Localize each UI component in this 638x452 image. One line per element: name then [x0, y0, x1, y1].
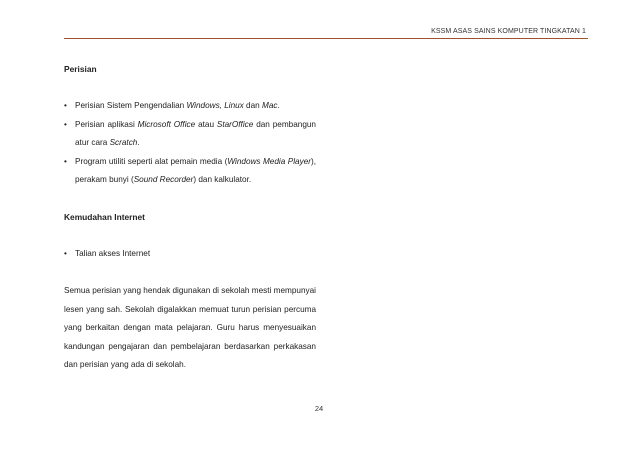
text-run: dan pembangun atur cara — [75, 119, 316, 147]
text-run: . — [137, 138, 140, 147]
text-run: Perisian Sistem Pengendalian — [75, 101, 187, 110]
italic-term: Mac — [262, 101, 278, 110]
italic-term: StarOffice — [216, 119, 254, 129]
italic-term: Scratch — [109, 138, 138, 147]
text-run: dan — [243, 101, 262, 110]
spacer — [64, 264, 316, 283]
running-header: KSSM ASAS SAINS KOMPUTER TINGKATAN 1 — [431, 28, 586, 35]
text-run: ), perakam bunyi ( — [75, 156, 316, 184]
page-body — [64, 60, 316, 375]
section-title-kemudahan-internet: Kemudahan Internet — [64, 212, 145, 222]
text-run: Program utiliti seperti alat pemain media ( — [75, 156, 228, 166]
bullet-marker: • — [64, 101, 67, 110]
italic-term: Microsoft Office — [137, 119, 196, 129]
text-run: Talian akses Internet — [75, 249, 151, 258]
bullet-marker: • — [64, 249, 67, 258]
text-run: Perisian aplikasi — [75, 119, 138, 129]
italic-term: Windows, Linux — [186, 101, 244, 110]
text-run: atau — [195, 119, 217, 129]
page-number: 24 — [314, 404, 324, 413]
header-divider — [64, 38, 588, 39]
perisian-bullet-list — [64, 97, 316, 190]
text-run: . — [277, 101, 280, 110]
list-item — [64, 245, 316, 264]
internet-bullet-list — [64, 245, 316, 264]
text-run: ) dan kalkulator. — [193, 175, 252, 184]
spacer — [64, 79, 316, 98]
italic-term: Sound Recorder — [133, 175, 194, 184]
body-paragraph: Semua perisian yang hendak digunakan di sekolah mesti mempunyai lesen yang sah. Sekolah digalakkan memuat turun perisian percuma yang berkaitan dengan mata pelajaran. Guru harus menyesuaikan kandungan pengajaran dan pembelajaran berdasarkan perkakasan dan perisian yang ada di sekolah. — [64, 286, 316, 369]
section-title-perisian: Perisian — [64, 64, 97, 74]
list-item — [64, 97, 316, 116]
spacer — [64, 227, 316, 246]
bullet-marker: • — [64, 156, 67, 166]
italic-term: Windows Media Player — [227, 156, 311, 166]
list-item — [64, 153, 316, 190]
list-item — [64, 116, 316, 153]
spacer — [64, 190, 316, 209]
bullet-marker: • — [64, 119, 67, 129]
